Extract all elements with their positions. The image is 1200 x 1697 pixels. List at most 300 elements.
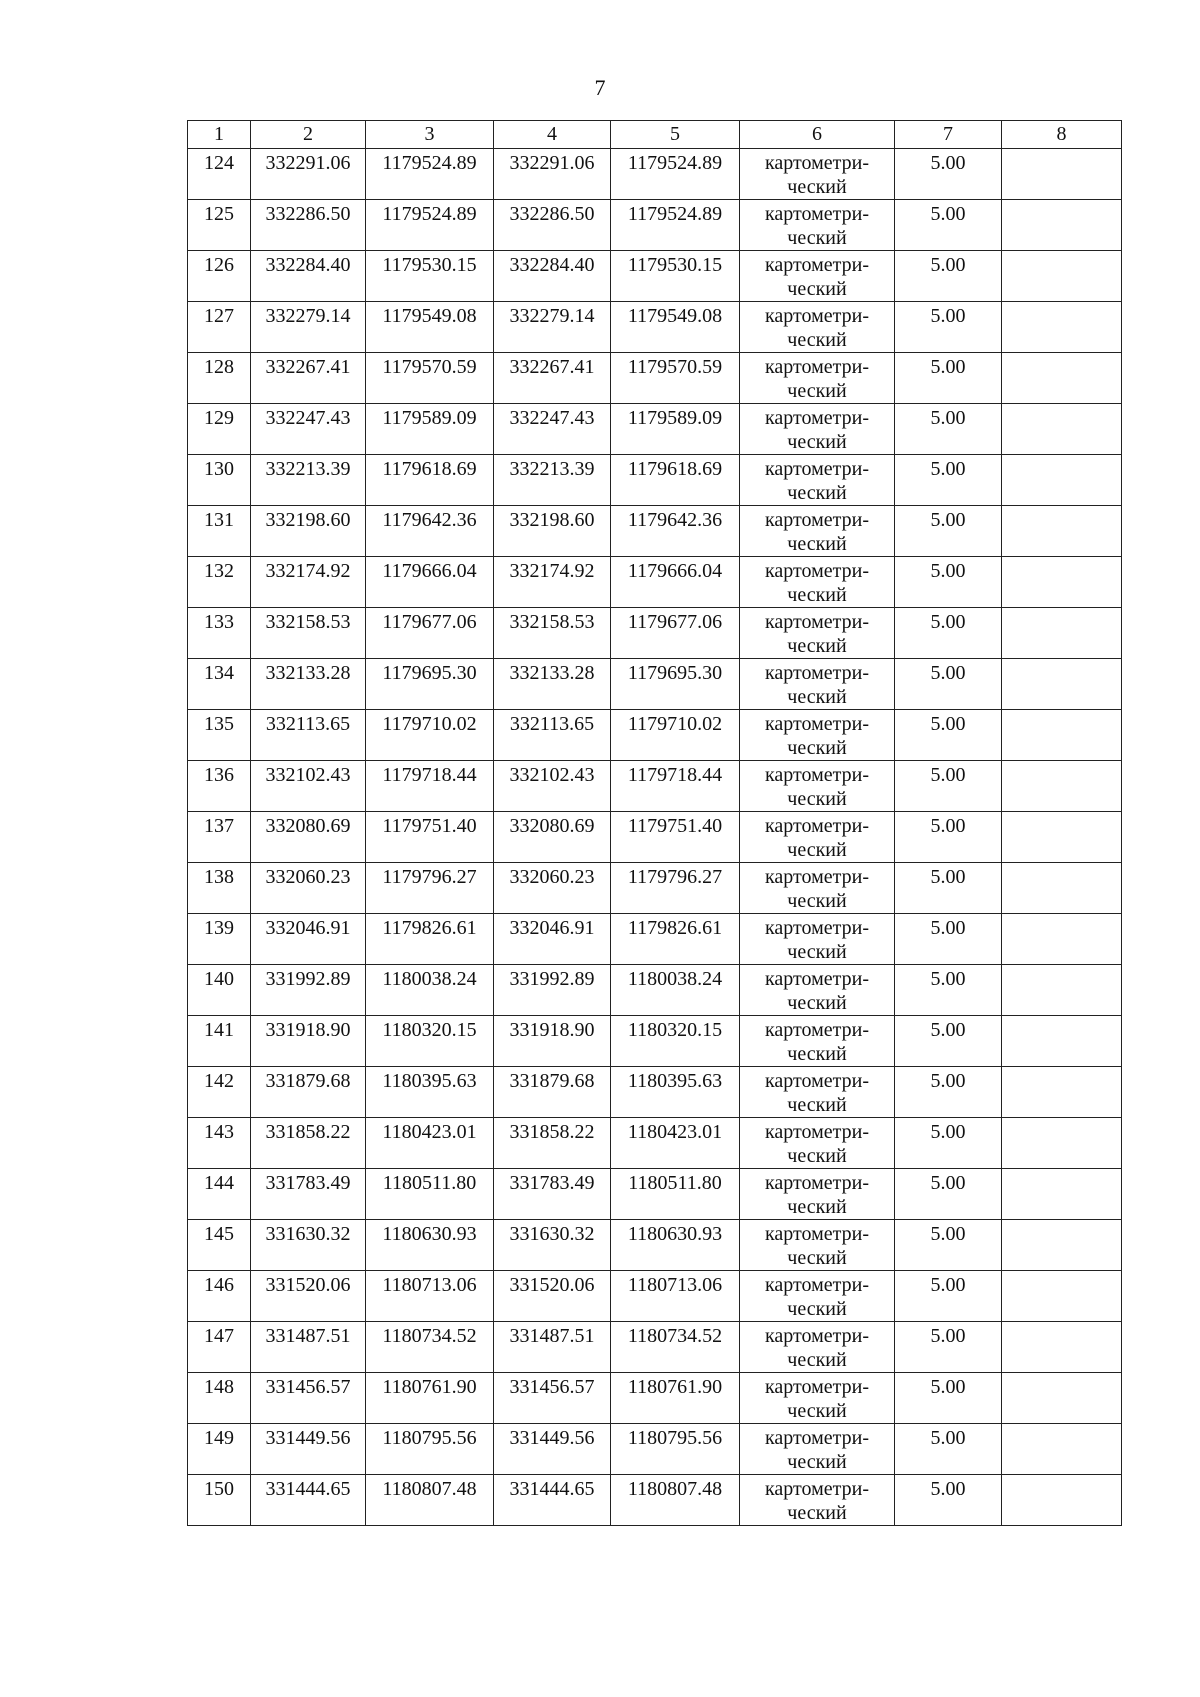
note-cell <box>1002 506 1122 557</box>
x-coordinate-cell: 332046.91 <box>251 914 366 965</box>
method-line-2: ческий <box>787 1502 847 1524</box>
x-coordinate-cell: 331456.57 <box>494 1373 611 1424</box>
method-line-2: ческий <box>787 533 847 555</box>
note-cell <box>1002 659 1122 710</box>
point-number-cell: 128 <box>188 353 251 404</box>
x-coordinate-cell: 331879.68 <box>251 1067 366 1118</box>
y-coordinate-cell: 1180761.90 <box>611 1373 740 1424</box>
y-coordinate-cell: 1179524.89 <box>366 200 494 251</box>
table-row <box>188 761 1122 812</box>
method-cell <box>740 506 895 557</box>
y-coordinate-cell: 1179695.30 <box>366 659 494 710</box>
table-row <box>188 1169 1122 1220</box>
point-number-cell: 132 <box>188 557 251 608</box>
accuracy-cell: 5.00 <box>895 1169 1002 1220</box>
method-cell <box>740 863 895 914</box>
method-line-2: ческий <box>787 890 847 912</box>
y-coordinate-cell: 1179549.08 <box>611 302 740 353</box>
method-line-1: картометри- <box>764 1427 869 1449</box>
point-number-cell: 142 <box>188 1067 251 1118</box>
y-coordinate-cell: 1180734.52 <box>366 1322 494 1373</box>
x-coordinate-cell: 331520.06 <box>251 1271 366 1322</box>
header-cell-2: 2 <box>251 121 366 149</box>
method-line-1: картометри- <box>764 815 869 837</box>
y-coordinate-cell: 1179570.59 <box>611 353 740 404</box>
x-coordinate-cell: 332113.65 <box>251 710 366 761</box>
note-cell <box>1002 608 1122 659</box>
point-number-cell: 131 <box>188 506 251 557</box>
method-line-2: ческий <box>787 635 847 657</box>
note-cell <box>1002 761 1122 812</box>
point-number-cell: 147 <box>188 1322 251 1373</box>
x-coordinate-cell: 332213.39 <box>494 455 611 506</box>
accuracy-cell: 5.00 <box>895 353 1002 404</box>
y-coordinate-cell: 1179549.08 <box>366 302 494 353</box>
x-coordinate-cell: 332279.14 <box>494 302 611 353</box>
y-coordinate-cell: 1180511.80 <box>611 1169 740 1220</box>
method-line-1: картометри- <box>764 1019 869 1041</box>
method-line-2: ческий <box>787 737 847 759</box>
point-number-cell: 143 <box>188 1118 251 1169</box>
table-row <box>188 302 1122 353</box>
accuracy-cell: 5.00 <box>895 302 1002 353</box>
note-cell <box>1002 1322 1122 1373</box>
method-cell <box>740 200 895 251</box>
y-coordinate-cell: 1179618.69 <box>611 455 740 506</box>
method-line-2: ческий <box>787 788 847 810</box>
x-coordinate-cell: 332060.23 <box>494 863 611 914</box>
method-line-1: картометри- <box>764 1478 869 1500</box>
y-coordinate-cell: 1179666.04 <box>366 557 494 608</box>
table-row <box>188 404 1122 455</box>
y-coordinate-cell: 1180713.06 <box>611 1271 740 1322</box>
method-cell <box>740 1169 895 1220</box>
method-line-1: картометри- <box>764 1121 869 1143</box>
method-line-2: ческий <box>787 1400 847 1422</box>
note-cell <box>1002 200 1122 251</box>
x-coordinate-cell: 331783.49 <box>494 1169 611 1220</box>
method-line-2: ческий <box>787 227 847 249</box>
x-coordinate-cell: 332198.60 <box>494 506 611 557</box>
method-line-1: картометри- <box>764 560 869 582</box>
x-coordinate-cell: 331918.90 <box>251 1016 366 1067</box>
x-coordinate-cell: 331487.51 <box>251 1322 366 1373</box>
x-coordinate-cell: 332158.53 <box>251 608 366 659</box>
method-line-1: картометри- <box>764 458 869 480</box>
x-coordinate-cell: 332267.41 <box>251 353 366 404</box>
x-coordinate-cell: 331918.90 <box>494 1016 611 1067</box>
y-coordinate-cell: 1179530.15 <box>366 251 494 302</box>
point-number-cell: 124 <box>188 149 251 200</box>
y-coordinate-cell: 1180734.52 <box>611 1322 740 1373</box>
x-coordinate-cell: 332284.40 <box>494 251 611 302</box>
method-line-2: ческий <box>787 278 847 300</box>
header-cell-7: 7 <box>895 121 1002 149</box>
x-coordinate-cell: 332291.06 <box>494 149 611 200</box>
point-number-cell: 135 <box>188 710 251 761</box>
x-coordinate-cell: 332158.53 <box>494 608 611 659</box>
y-coordinate-cell: 1179751.40 <box>366 812 494 863</box>
x-coordinate-cell: 332080.69 <box>251 812 366 863</box>
point-number-cell: 130 <box>188 455 251 506</box>
accuracy-cell: 5.00 <box>895 149 1002 200</box>
method-cell <box>740 812 895 863</box>
note-cell <box>1002 1424 1122 1475</box>
note-cell <box>1002 710 1122 761</box>
method-line-1: картометри- <box>764 1223 869 1245</box>
method-line-2: ческий <box>787 1094 847 1116</box>
coordinates-table <box>187 120 1122 1526</box>
note-cell <box>1002 812 1122 863</box>
method-cell <box>740 761 895 812</box>
note-cell <box>1002 149 1122 200</box>
x-coordinate-cell: 331630.32 <box>494 1220 611 1271</box>
method-cell <box>740 1016 895 1067</box>
header-cell-3: 3 <box>366 121 494 149</box>
method-line-1: картометри- <box>764 509 869 531</box>
x-coordinate-cell: 331992.89 <box>494 965 611 1016</box>
table-header <box>188 121 1122 149</box>
x-coordinate-cell: 331783.49 <box>251 1169 366 1220</box>
method-line-2: ческий <box>787 1145 847 1167</box>
note-cell <box>1002 455 1122 506</box>
table-row <box>188 914 1122 965</box>
y-coordinate-cell: 1180395.63 <box>611 1067 740 1118</box>
method-line-1: картометри- <box>764 866 869 888</box>
point-number-cell: 140 <box>188 965 251 1016</box>
header-cell-8: 8 <box>1002 121 1122 149</box>
accuracy-cell: 5.00 <box>895 1067 1002 1118</box>
method-cell <box>740 914 895 965</box>
method-line-2: ческий <box>787 686 847 708</box>
note-cell <box>1002 1271 1122 1322</box>
method-line-2: ческий <box>787 1043 847 1065</box>
y-coordinate-cell: 1179710.02 <box>611 710 740 761</box>
header-cell-6: 6 <box>740 121 895 149</box>
note-cell <box>1002 863 1122 914</box>
y-coordinate-cell: 1180630.93 <box>611 1220 740 1271</box>
x-coordinate-cell: 331879.68 <box>494 1067 611 1118</box>
method-line-2: ческий <box>787 1196 847 1218</box>
method-cell <box>740 1475 895 1526</box>
y-coordinate-cell: 1179666.04 <box>611 557 740 608</box>
accuracy-cell: 5.00 <box>895 251 1002 302</box>
x-coordinate-cell: 332046.91 <box>494 914 611 965</box>
table-row <box>188 710 1122 761</box>
accuracy-cell: 5.00 <box>895 1424 1002 1475</box>
method-line-2: ческий <box>787 1298 847 1320</box>
table-row <box>188 1322 1122 1373</box>
x-coordinate-cell: 332060.23 <box>251 863 366 914</box>
y-coordinate-cell: 1179677.06 <box>611 608 740 659</box>
table-row <box>188 557 1122 608</box>
y-coordinate-cell: 1179751.40 <box>611 812 740 863</box>
y-coordinate-cell: 1179570.59 <box>366 353 494 404</box>
x-coordinate-cell: 332133.28 <box>494 659 611 710</box>
table-body <box>188 149 1122 1526</box>
table-row <box>188 812 1122 863</box>
x-coordinate-cell: 331630.32 <box>251 1220 366 1271</box>
accuracy-cell: 5.00 <box>895 404 1002 455</box>
x-coordinate-cell: 331444.65 <box>494 1475 611 1526</box>
table-row <box>188 863 1122 914</box>
y-coordinate-cell: 1180423.01 <box>366 1118 494 1169</box>
x-coordinate-cell: 331456.57 <box>251 1373 366 1424</box>
method-line-1: картометри- <box>764 917 869 939</box>
note-cell <box>1002 965 1122 1016</box>
x-coordinate-cell: 332291.06 <box>251 149 366 200</box>
method-cell <box>740 1424 895 1475</box>
point-number-cell: 148 <box>188 1373 251 1424</box>
note-cell <box>1002 1169 1122 1220</box>
note-cell <box>1002 1220 1122 1271</box>
x-coordinate-cell: 332174.92 <box>251 557 366 608</box>
header-row <box>188 121 1122 149</box>
method-line-1: картометри- <box>764 305 869 327</box>
y-coordinate-cell: 1179524.89 <box>611 149 740 200</box>
method-cell <box>740 965 895 1016</box>
x-coordinate-cell: 331487.51 <box>494 1322 611 1373</box>
method-line-1: картометри- <box>764 713 869 735</box>
table-row <box>188 1016 1122 1067</box>
method-line-1: картометри- <box>764 203 869 225</box>
y-coordinate-cell: 1179718.44 <box>611 761 740 812</box>
point-number-cell: 138 <box>188 863 251 914</box>
x-coordinate-cell: 332198.60 <box>251 506 366 557</box>
table-row <box>188 1271 1122 1322</box>
y-coordinate-cell: 1179710.02 <box>366 710 494 761</box>
method-line-2: ческий <box>787 176 847 198</box>
method-line-2: ческий <box>787 482 847 504</box>
note-cell <box>1002 1067 1122 1118</box>
point-number-cell: 141 <box>188 1016 251 1067</box>
method-line-1: картометри- <box>764 662 869 684</box>
y-coordinate-cell: 1179524.89 <box>611 200 740 251</box>
point-number-cell: 129 <box>188 404 251 455</box>
point-number-cell: 146 <box>188 1271 251 1322</box>
accuracy-cell: 5.00 <box>895 1220 1002 1271</box>
x-coordinate-cell: 332279.14 <box>251 302 366 353</box>
y-coordinate-cell: 1179589.09 <box>366 404 494 455</box>
y-coordinate-cell: 1180795.56 <box>366 1424 494 1475</box>
x-coordinate-cell: 331449.56 <box>494 1424 611 1475</box>
table-row <box>188 1424 1122 1475</box>
x-coordinate-cell: 332174.92 <box>494 557 611 608</box>
point-number-cell: 125 <box>188 200 251 251</box>
x-coordinate-cell: 331444.65 <box>251 1475 366 1526</box>
point-number-cell: 133 <box>188 608 251 659</box>
header-cell-4: 4 <box>494 121 611 149</box>
y-coordinate-cell: 1179826.61 <box>366 914 494 965</box>
table-row <box>188 659 1122 710</box>
note-cell <box>1002 353 1122 404</box>
method-line-1: картометри- <box>764 1325 869 1347</box>
note-cell <box>1002 1373 1122 1424</box>
accuracy-cell: 5.00 <box>895 608 1002 659</box>
note-cell <box>1002 914 1122 965</box>
method-line-2: ческий <box>787 1451 847 1473</box>
x-coordinate-cell: 332133.28 <box>251 659 366 710</box>
method-line-1: картометри- <box>764 1172 869 1194</box>
x-coordinate-cell: 332247.43 <box>251 404 366 455</box>
method-line-1: картометри- <box>764 1274 869 1296</box>
y-coordinate-cell: 1180807.48 <box>611 1475 740 1526</box>
table-row <box>188 1118 1122 1169</box>
x-coordinate-cell: 332102.43 <box>251 761 366 812</box>
point-number-cell: 150 <box>188 1475 251 1526</box>
y-coordinate-cell: 1179796.27 <box>366 863 494 914</box>
method-cell <box>740 1067 895 1118</box>
note-cell <box>1002 404 1122 455</box>
method-cell <box>740 659 895 710</box>
table-row <box>188 965 1122 1016</box>
method-line-2: ческий <box>787 1247 847 1269</box>
point-number-cell: 126 <box>188 251 251 302</box>
table-row <box>188 149 1122 200</box>
x-coordinate-cell: 332113.65 <box>494 710 611 761</box>
point-number-cell: 149 <box>188 1424 251 1475</box>
x-coordinate-cell: 332080.69 <box>494 812 611 863</box>
header-cell-5: 5 <box>611 121 740 149</box>
method-line-1: картометри- <box>764 764 869 786</box>
y-coordinate-cell: 1179796.27 <box>611 863 740 914</box>
point-number-cell: 145 <box>188 1220 251 1271</box>
point-number-cell: 144 <box>188 1169 251 1220</box>
method-line-2: ческий <box>787 584 847 606</box>
method-cell <box>740 608 895 659</box>
method-cell <box>740 251 895 302</box>
accuracy-cell: 5.00 <box>895 1322 1002 1373</box>
note-cell <box>1002 1475 1122 1526</box>
table-row <box>188 200 1122 251</box>
y-coordinate-cell: 1180761.90 <box>366 1373 494 1424</box>
method-line-2: ческий <box>787 431 847 453</box>
table-row <box>188 251 1122 302</box>
table-row <box>188 353 1122 404</box>
x-coordinate-cell: 332102.43 <box>494 761 611 812</box>
note-cell <box>1002 1016 1122 1067</box>
y-coordinate-cell: 1179826.61 <box>611 914 740 965</box>
accuracy-cell: 5.00 <box>895 659 1002 710</box>
method-line-1: картометри- <box>764 152 869 174</box>
method-cell <box>740 557 895 608</box>
method-cell <box>740 1373 895 1424</box>
accuracy-cell: 5.00 <box>895 710 1002 761</box>
method-line-2: ческий <box>787 992 847 1014</box>
method-line-1: картометри- <box>764 611 869 633</box>
method-cell <box>740 1271 895 1322</box>
x-coordinate-cell: 331858.22 <box>251 1118 366 1169</box>
y-coordinate-cell: 1179642.36 <box>366 506 494 557</box>
method-cell <box>740 149 895 200</box>
accuracy-cell: 5.00 <box>895 965 1002 1016</box>
y-coordinate-cell: 1180807.48 <box>366 1475 494 1526</box>
y-coordinate-cell: 1180395.63 <box>366 1067 494 1118</box>
y-coordinate-cell: 1179618.69 <box>366 455 494 506</box>
table-row <box>188 1220 1122 1271</box>
method-line-1: картометри- <box>764 254 869 276</box>
method-cell <box>740 455 895 506</box>
x-coordinate-cell: 332213.39 <box>251 455 366 506</box>
method-line-2: ческий <box>787 839 847 861</box>
point-number-cell: 139 <box>188 914 251 965</box>
method-cell <box>740 353 895 404</box>
point-number-cell: 137 <box>188 812 251 863</box>
point-number-cell: 134 <box>188 659 251 710</box>
y-coordinate-cell: 1180511.80 <box>366 1169 494 1220</box>
note-cell <box>1002 557 1122 608</box>
accuracy-cell: 5.00 <box>895 1475 1002 1526</box>
y-coordinate-cell: 1180713.06 <box>366 1271 494 1322</box>
method-line-2: ческий <box>787 329 847 351</box>
y-coordinate-cell: 1179530.15 <box>611 251 740 302</box>
accuracy-cell: 5.00 <box>895 1016 1002 1067</box>
note-cell <box>1002 251 1122 302</box>
x-coordinate-cell: 332247.43 <box>494 404 611 455</box>
accuracy-cell: 5.00 <box>895 761 1002 812</box>
method-cell <box>740 1322 895 1373</box>
note-cell <box>1002 302 1122 353</box>
method-line-2: ческий <box>787 1349 847 1371</box>
x-coordinate-cell: 331858.22 <box>494 1118 611 1169</box>
x-coordinate-cell: 332286.50 <box>251 200 366 251</box>
y-coordinate-cell: 1180630.93 <box>366 1220 494 1271</box>
accuracy-cell: 5.00 <box>895 200 1002 251</box>
y-coordinate-cell: 1180038.24 <box>366 965 494 1016</box>
method-line-1: картометри- <box>764 407 869 429</box>
method-line-2: ческий <box>787 380 847 402</box>
y-coordinate-cell: 1180795.56 <box>611 1424 740 1475</box>
accuracy-cell: 5.00 <box>895 1271 1002 1322</box>
accuracy-cell: 5.00 <box>895 812 1002 863</box>
accuracy-cell: 5.00 <box>895 1373 1002 1424</box>
point-number-cell: 127 <box>188 302 251 353</box>
x-coordinate-cell: 332286.50 <box>494 200 611 251</box>
x-coordinate-cell: 331449.56 <box>251 1424 366 1475</box>
note-cell <box>1002 1118 1122 1169</box>
table-row <box>188 608 1122 659</box>
point-number-cell: 136 <box>188 761 251 812</box>
y-coordinate-cell: 1180320.15 <box>366 1016 494 1067</box>
accuracy-cell: 5.00 <box>895 1118 1002 1169</box>
x-coordinate-cell: 332267.41 <box>494 353 611 404</box>
y-coordinate-cell: 1179642.36 <box>611 506 740 557</box>
y-coordinate-cell: 1180320.15 <box>611 1016 740 1067</box>
y-coordinate-cell: 1180423.01 <box>611 1118 740 1169</box>
x-coordinate-cell: 331992.89 <box>251 965 366 1016</box>
table-row <box>188 455 1122 506</box>
accuracy-cell: 5.00 <box>895 506 1002 557</box>
table-row <box>188 1067 1122 1118</box>
method-line-1: картометри- <box>764 1376 869 1398</box>
method-cell <box>740 404 895 455</box>
method-cell <box>740 302 895 353</box>
accuracy-cell: 5.00 <box>895 863 1002 914</box>
method-line-1: картометри- <box>764 968 869 990</box>
y-coordinate-cell: 1179718.44 <box>366 761 494 812</box>
table-row <box>188 1475 1122 1526</box>
x-coordinate-cell: 332284.40 <box>251 251 366 302</box>
accuracy-cell: 5.00 <box>895 914 1002 965</box>
x-coordinate-cell: 331520.06 <box>494 1271 611 1322</box>
method-line-2: ческий <box>787 941 847 963</box>
method-line-1: картометри- <box>764 356 869 378</box>
table-row <box>188 506 1122 557</box>
y-coordinate-cell: 1179524.89 <box>366 149 494 200</box>
y-coordinate-cell: 1180038.24 <box>611 965 740 1016</box>
accuracy-cell: 5.00 <box>895 455 1002 506</box>
y-coordinate-cell: 1179589.09 <box>611 404 740 455</box>
